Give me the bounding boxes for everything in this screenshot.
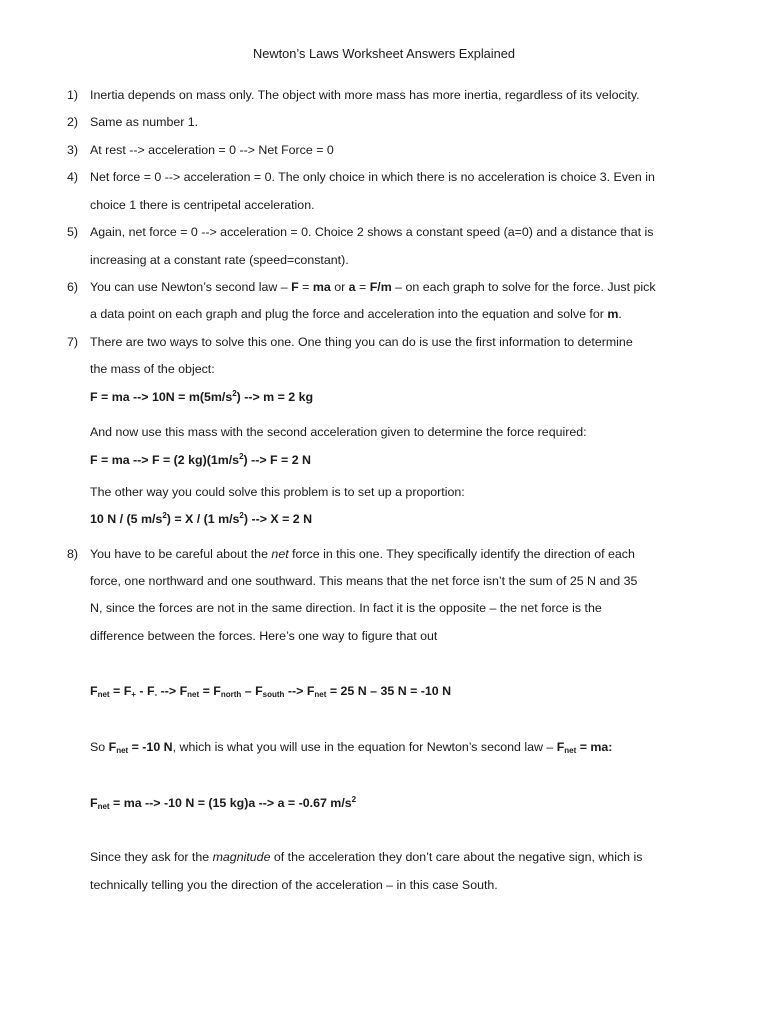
list-marker: 3) [67,143,79,157]
list-marker: 2) [67,115,79,129]
equation-force: F = ma --> F = (2 $kg)(1m/s^2)$ --> F = 2 N [90,452,312,467]
list-marker: 6) [67,280,79,294]
list-marker: 7) [67,335,79,349]
answer-7-line-4: The other way you could solve this problem is to set up a proportion: [90,485,465,499]
answer-7-line-2: the mass of the object: [90,362,215,376]
list-marker: 1) [67,88,79,102]
answer-3: At rest --> acceleration = 0 --> Net Force = 0 [90,143,334,157]
answer-5-line-1: Again, net force = 0 --> acceleration = 0. Choice 2 shows a constant speed (a=0) and a distance that is [90,225,654,239]
answer-6-line-2: a data point on each graph and plug the force and acceleration into the equation and solve for m. [90,307,622,321]
page-title: Newton’s Laws Worksheet Answers Explained [253,46,515,61]
answer-6-line-1: You can use Newton’s second law – F = ma or a = F/m – on each graph to solve for the force. Just pick [90,280,656,294]
answer-4-line-1: Net force = 0 --> acceleration = 0. The only choice in which there is no acceleration is choice 3. Even in [90,170,655,184]
equation-net-force: $F_{net} = F_+ - F_-$ --> $F_{net} = F_{north} - F_{south}$ --> $F_{net} = 25$ N – 35 N = -10 N [90,684,452,699]
equation-proportion: 10 N / (5 $m/s^2) = X / (1$ $m/s^2$) --> X = 2 N [90,511,313,526]
answer-4-line-2: choice 1 there is centripetal acceleration. [90,198,315,212]
answer-8-line-2: force, one northward and one southward. This means that the net force isn’t the sum of 25 N and 35 [90,574,638,588]
answer-2: Same as number 1. [90,115,199,129]
answer-8-line-1: You have to be careful about the net force in this one. They specifically identify the direction of each [90,547,635,561]
answer-8-so-line: So $F_{net} = -10$ N, which is what you will use in the equation for Newton’s second law – $F_{net}$ = ma: [90,740,613,755]
list-marker: 8) [67,547,79,561]
answer-7-line-1: There are two ways to solve this one. One thing you can do is use the first information to determine [90,335,633,349]
answer-8-line-3: N, since the forces are not in the same direction. In fact it is the opposite – the net force is the [90,601,602,615]
list-marker: 4) [67,170,79,184]
answer-7-line-3: And now use this mass with the second acceleration given to determine the force required: [90,425,587,439]
equation-mass: F = ma --> $10N = m(5m/s^2)$ --> m = 2 kg [90,389,314,404]
equation-acceleration: $F_{net}$ = ma --> -10 N = (15 kg)a --> a = -0.67 $m/s^2$ [90,795,357,811]
answer-8-line-4: difference between the forces. Here’s one way to figure that out [90,629,438,643]
answer-1: Inertia depends on mass only. The object with more mass has more inertia, regardless of its velocity. [90,88,640,102]
answer-5-line-2: increasing at a constant rate (speed=constant). [90,253,349,267]
answer-8-line-6: technically telling you the direction of the acceleration – in this case South. [90,878,498,892]
answer-8-line-5: Since they ask for the magnitude of the acceleration they don’t care about the negative sign, which is [90,850,643,864]
list-marker: 5) [67,225,79,239]
